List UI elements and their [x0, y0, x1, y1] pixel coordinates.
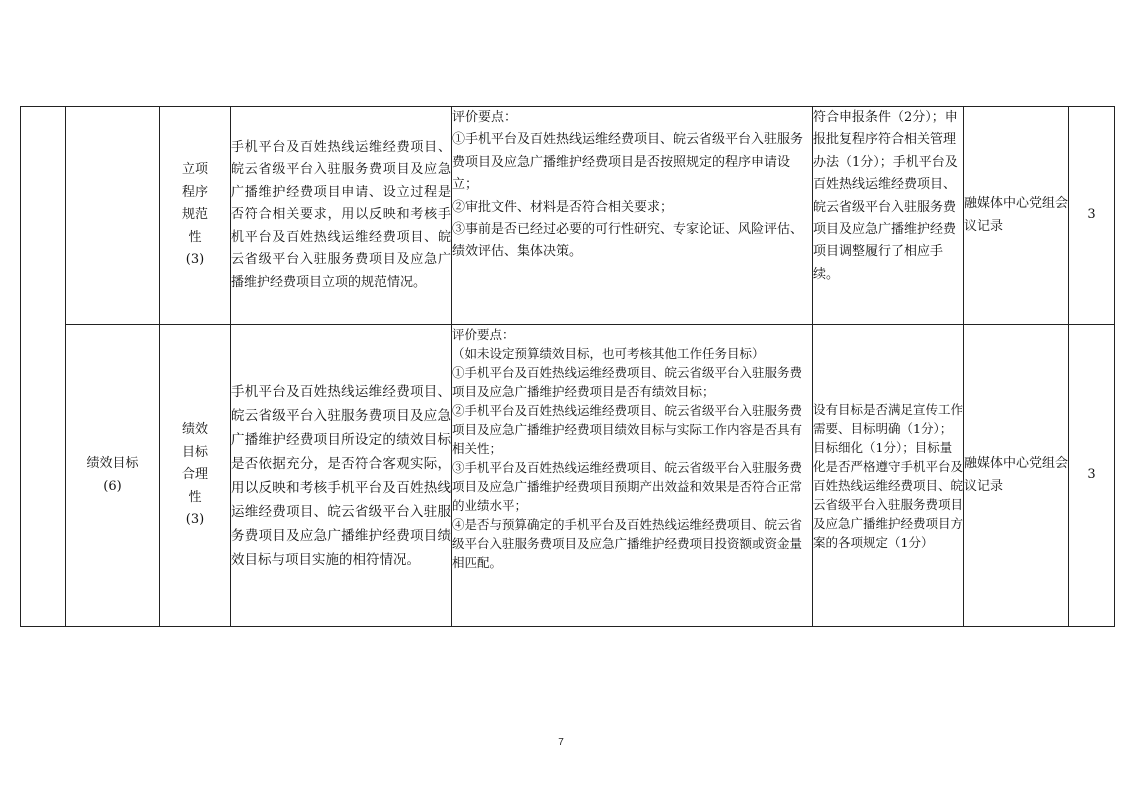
- scoring-cell: [813, 325, 964, 627]
- source-text: 融媒体中心党组会议记录: [964, 456, 1069, 494]
- level2-line: 绩效目标: [86, 456, 139, 472]
- source-cell: [964, 107, 1069, 325]
- level3-cell: [160, 325, 231, 627]
- table-row: [21, 107, 1115, 325]
- criteria-line: ④是否与预算确定的手机平台及百姓热线运维经费项目、皖云省级平台入驻服务费项目及应急广播维护经费项目投资额或资金量相匹配。: [452, 517, 803, 570]
- scoring-text: 设有目标是否满足宣传工作需要、目标明确（1分）；目标细化（1分）；目标量化是否严格遵守手机平台及百姓热线运维经费项目、皖云省级平台入驻服务费项目及应急广播维护经费项目方案的各项规定（1分）: [813, 401, 964, 550]
- score-value: 3: [1087, 467, 1096, 483]
- criteria-line: ③手机平台及百姓热线运维经费项目、皖云省级平台入驻服务费项目及应急广播维护经费项目预期产出效益和效果是否符合正常的业绩水平；: [452, 460, 803, 513]
- level2-cell: [66, 325, 160, 627]
- scoring-cell: [813, 107, 964, 325]
- level3-line: 绩效: [181, 422, 208, 438]
- level3-line: 性: [188, 229, 202, 245]
- criteria-cell: [452, 325, 813, 627]
- criteria-line: （如未设定预算绩效目标，也可考核其他工作任务目标）: [452, 346, 765, 361]
- level2-cell: [66, 107, 160, 325]
- level3-line: 合理: [181, 467, 208, 483]
- level2-line: (6): [103, 478, 122, 494]
- criteria-line: ①手机平台及百姓热线运维经费项目、皖云省级平台入驻服务费项目及应急广播维护经费项目是否有绩效目标；: [452, 365, 803, 399]
- criteria-cell: [452, 107, 813, 325]
- level3-line: 规范: [181, 207, 208, 223]
- scoring-text: 符合申报条件（2分）；申报批复程序符合相关管理办法（1分）；手机平台及百姓热线运维经费项目、皖云省级平台入驻服务费项目及应急广播维护经费项目调整履行了相应手续。: [813, 110, 958, 282]
- level3-line: (3): [185, 252, 205, 268]
- level3-cell: [160, 107, 231, 325]
- description-text: 手机平台及百姓热线运维经费项目、皖云省级平台入驻服务费项目及应急广播维护经费项目申请、设立过程是否符合相关要求，用以反映和考核手机平台及百姓热线运维经费项目、皖云省级平台入驻服务费项目及应急广播维护经费项目立项的规范情况。: [231, 140, 451, 290]
- source-cell: [964, 325, 1069, 627]
- criteria-line: ③事前是否已经过必要的可行性研究、专家论证、风险评估、绩效评估、集体决策。: [452, 222, 804, 260]
- description-cell: [231, 325, 452, 627]
- score-cell: [1069, 107, 1115, 325]
- source-text: 融媒体中心党组会议记录: [964, 196, 1069, 234]
- score-value: 3: [1087, 207, 1096, 223]
- page-number: 7: [558, 737, 564, 748]
- level3-line: 目标: [181, 444, 208, 460]
- score-cell: [1069, 325, 1115, 627]
- criteria-line: ①手机平台及百姓热线运维经费项目、皖云省级平台入驻服务费项目及应急广播维护经费项目是否按照规定的程序申请设立；: [452, 132, 804, 193]
- description-cell: [231, 107, 452, 325]
- level3-line: 程序: [181, 184, 208, 200]
- criteria-line: ②审批文件、材料是否符合相关要求；: [452, 199, 674, 215]
- criteria-line: 评价要点：: [452, 327, 515, 342]
- criteria-line: ②手机平台及百姓热线运维经费项目、皖云省级平台入驻服务费项目及应急广播维护经费项目绩效目标与实际工作内容是否具有相关性；: [452, 403, 803, 456]
- criteria-line: 评价要点：: [452, 110, 518, 125]
- table-row: [21, 325, 1115, 627]
- level3-line: 性: [188, 489, 202, 505]
- description-text: 手机平台及百姓热线运维经费项目、皖云省级平台入驻服务费项目及应急广播维护经费项目所设定的绩效目标是否依据充分，是否符合客观实际，用以反映和考核手机平台及百姓热线运维经费项目、皖云省级平台入驻服务费项目及应急广播维护经费项目绩效目标与项目实施的相符情况。: [231, 383, 451, 568]
- level3-line: 立项: [181, 162, 208, 178]
- level3-line: (3): [185, 512, 205, 528]
- level1-cell: [21, 107, 66, 627]
- evaluation-table: [20, 106, 1115, 627]
